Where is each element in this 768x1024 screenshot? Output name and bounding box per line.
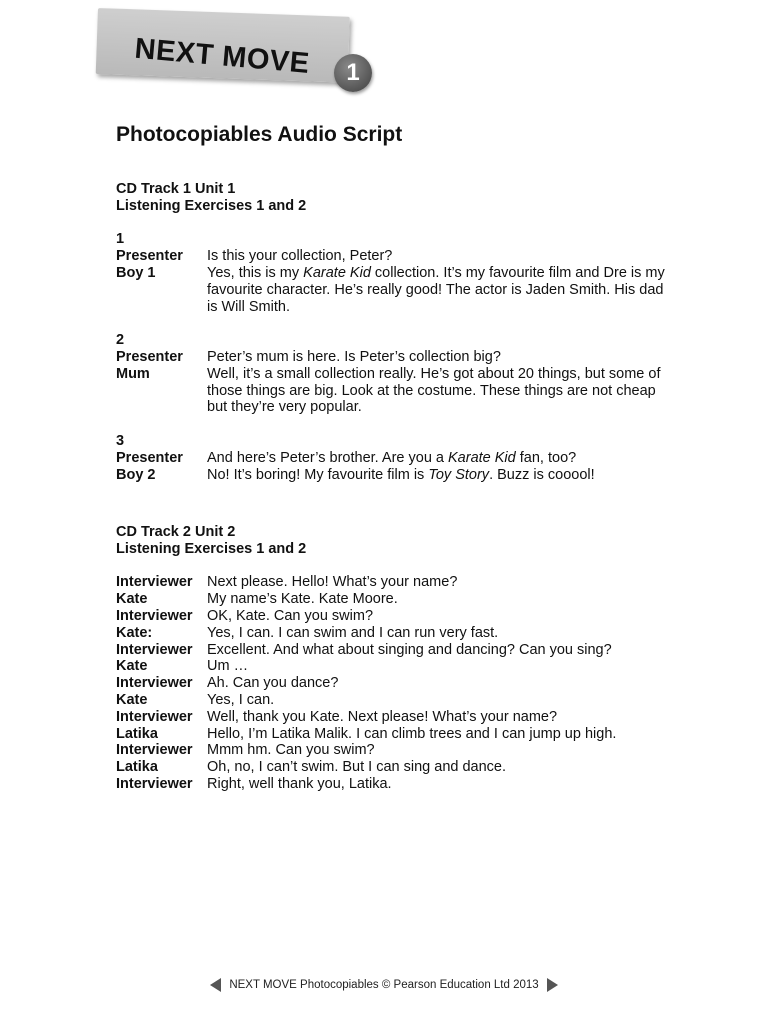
dialogue-line: [116, 265, 676, 315]
speaker-name: Presenter: [116, 449, 183, 466]
part-number: 3: [116, 432, 125, 449]
track1-section: [116, 181, 676, 483]
dialogue-line: [116, 450, 676, 467]
speaker-name: Presenter: [116, 348, 183, 365]
line-text: Yes, I can.: [207, 691, 275, 708]
speaker-name: Kate: [116, 658, 148, 675]
speaker-name: Kate:: [116, 624, 153, 641]
speaker-name: Latika: [116, 759, 158, 776]
line-text: My name’s Kate. Kate Moore.: [207, 591, 398, 608]
logo-text: NEXT MOVE: [133, 32, 311, 80]
film-title: Karate Kid: [303, 264, 371, 281]
line-text: Peter’s mum is here. Is Peter’s collection big?: [207, 348, 501, 365]
speaker-name: Interviewer: [116, 708, 193, 725]
track2-heading: CD Track 2 Unit 2: [116, 524, 236, 540]
line-text: Mmm hm. Can you swim?: [207, 742, 375, 759]
logo-level-badge: 1: [334, 54, 372, 92]
track2-subheading: Listening Exercises 1 and 2: [116, 540, 307, 557]
speaker-name: Interviewer: [116, 641, 193, 658]
line-text: Yes, this is my Karate Kid collection. It’s my favourite film and Dre is my favourite character. He’s really good! The actor is Jaden Smith. His dad is Will Smith.: [207, 264, 665, 315]
dialogue-line: [116, 591, 676, 608]
line-text: Next please. Hello! What’s your name?: [207, 574, 458, 591]
line-text: Um …: [207, 658, 249, 675]
dialogue-line: [116, 658, 676, 675]
dialogue-line: [116, 675, 676, 692]
speaker-name: Latika: [116, 725, 158, 742]
next-move-logo: [98, 8, 388, 98]
line-text: Ah. Can you dance?: [207, 675, 339, 692]
line-text: OK, Kate. Can you swim?: [207, 607, 374, 624]
speaker-name: Kate: [116, 691, 148, 708]
part-number: 1: [116, 231, 125, 248]
footer-text: NEXT MOVE Photocopiables © Pearson Education Ltd 2013: [229, 979, 539, 992]
track1-subheading: Listening Exercises 1 and 2: [116, 197, 307, 214]
track1-heading: CD Track 1 Unit 1: [116, 181, 236, 197]
dialogue-line: [116, 776, 676, 793]
track2-dialogue: [116, 574, 676, 792]
dialogue-line: [116, 625, 676, 642]
speaker-name: Presenter: [116, 248, 183, 265]
page-footer: [0, 978, 768, 992]
speaker-name: Interviewer: [116, 742, 193, 759]
part-number: 2: [116, 332, 125, 349]
dialogue-line: [116, 642, 676, 659]
dialogue-line: [116, 692, 676, 709]
dialogue-line: [116, 726, 676, 743]
line-text: Excellent. And what about singing and dancing? Can you sing?: [207, 641, 612, 658]
speaker-name: Interviewer: [116, 775, 193, 792]
line-text: Well, it’s a small collection really. He’s got about 20 things, but some of those things are big. Look at the costume. These things are not cheap but they’re very popular.: [207, 365, 661, 416]
dialogue-line: [116, 349, 676, 366]
dialogue-line: [116, 248, 676, 265]
line-text: Oh, no, I can’t swim. But I can sing and dance.: [207, 759, 507, 776]
speaker-name: Boy 2: [116, 466, 156, 483]
line-text: Yes, I can. I can swim and I can run very fast.: [207, 624, 499, 641]
line-text: Right, well thank you, Latika.: [207, 775, 392, 792]
line-text: No! It’s boring! My favourite film is Toy Story. Buzz is cooool!: [207, 466, 595, 483]
dialogue-line: [116, 742, 676, 759]
dialogue-line: [116, 467, 676, 484]
line-text: Well, thank you Kate. Next please! What’s your name?: [207, 708, 558, 725]
line-text: Is this your collection, Peter?: [207, 248, 393, 265]
speaker-name: Interviewer: [116, 574, 193, 591]
speaker-name: Interviewer: [116, 607, 193, 624]
dialogue-line: [116, 574, 676, 591]
next-arrow-icon: [547, 978, 558, 992]
previous-arrow-icon: [210, 978, 221, 992]
film-title: Karate Kid: [448, 449, 516, 466]
dialogue-line: [116, 366, 676, 416]
line-text: And here’s Peter’s brother. Are you a Karate Kid fan, too?: [207, 449, 577, 466]
speaker-name: Kate: [116, 591, 148, 608]
dialogue-line: [116, 608, 676, 625]
dialogue-line: [116, 709, 676, 726]
track2-section: [116, 524, 676, 793]
speaker-name: Mum: [116, 365, 150, 382]
speaker-name: Interviewer: [116, 675, 193, 692]
film-title: Toy Story: [428, 466, 490, 483]
dialogue-line: [116, 759, 676, 776]
logo-tab: [96, 8, 350, 83]
page-title: Photocopiables Audio Script: [116, 123, 403, 146]
line-text: Hello, I’m Latika Malik. I can climb trees and I can jump up high.: [207, 725, 617, 742]
speaker-name: Boy 1: [116, 264, 156, 281]
